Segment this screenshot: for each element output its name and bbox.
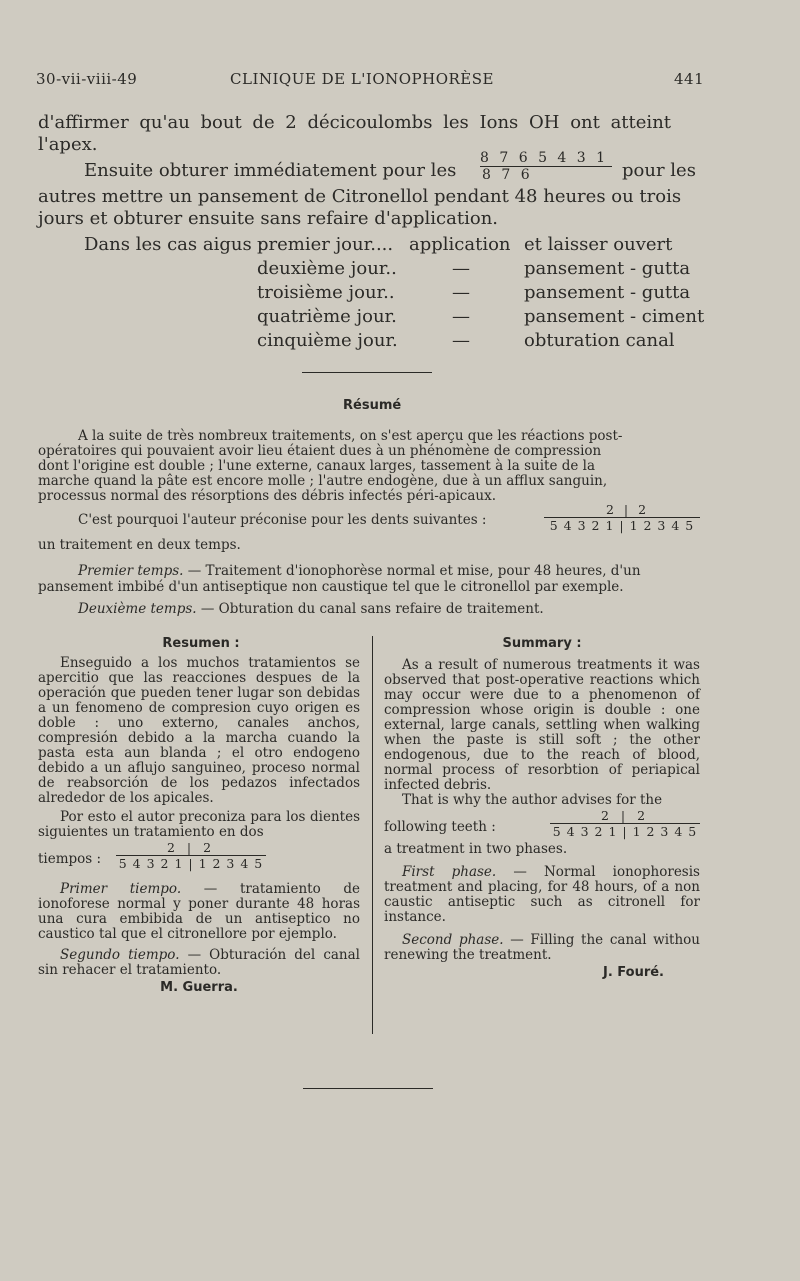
schedule-action: obturation canal [524, 330, 675, 351]
resumen-paragraph: Enseguido a los muchos tratamientos se apercitio que las reacciones despues de la operación que pueden tener lugar son debidas a un fenomeno de compresion cuyo origen es doble : uno externo, canales anchos, compresión debido a la marcha cuando la pasta esta aun blanda ; el otro endogeno debido a un aflujo sanguineo, proceso normal de reabsorción de los pedazos infectados alrededor de los apicales. [38, 655, 360, 806]
body-line-4: autres mettre un pansement de Citronellol pendant 48 heures ou trois [38, 186, 682, 207]
resumen-teeth-fraction [116, 840, 266, 871]
schedule-action: pansement - gutta [524, 258, 691, 279]
summary-paragraph: a treatment in two phases. [384, 841, 568, 857]
section-divider [302, 372, 432, 373]
phase-label: Premier temps. [78, 563, 184, 579]
schedule-action: et laisser ouvert [524, 234, 673, 255]
resume-phase-2 [78, 601, 544, 617]
summary-paragraph: That is why the author advises for the [402, 792, 663, 808]
resume-line: un traitement en deux temps. [38, 537, 241, 553]
resume-teeth-fraction [544, 502, 700, 533]
resumen-fraction-row [38, 840, 360, 874]
body-line-3a: Ensuite obturer immédiatement pour les [84, 160, 457, 181]
fraction-bottom: 5 4 3 2 1 | 1 2 3 4 5 [118, 856, 264, 871]
phase-text: — tratamiento de ionoforese normal y poner durante 48 horas una cura embibida de un antiseptico no caustico tal que el citronellore por ejemplo. [38, 881, 360, 942]
schedule-intro: Dans les cas aigus : [84, 234, 264, 255]
resume-line: C'est pourquoi l'auteur préconise pour les dents suivantes : [78, 512, 487, 528]
schedule-mid: — [452, 306, 470, 327]
body-line-1: d'affirmer qu'au bout de 2 décicoulombs les Ions OH ont atteint [38, 112, 672, 133]
phase-label: Deuxième temps. [78, 601, 197, 617]
resumen-phase-1 [38, 882, 360, 942]
phase-label: Second phase. [402, 932, 504, 948]
resumen-tiempos: tiempos : [38, 851, 102, 867]
schedule-mid: — [452, 258, 470, 279]
fraction-top: 2 | 2 [606, 502, 650, 517]
phase-text: — Filling the canal withou renewing the treatment. [384, 932, 700, 963]
schedule-mid: — [452, 330, 470, 351]
phase-text: — Traitement d'ionophorèse normal et mise, pour 48 heures, d'un [183, 563, 641, 579]
schedule-mid: — [452, 282, 470, 303]
fraction-teeth-1 [480, 150, 612, 183]
resumen-phase-2 [38, 948, 360, 978]
running-header-date: 30-vii-viii-49 [36, 70, 138, 88]
summary-column [384, 658, 700, 980]
fraction-top: 2 | 2 [600, 808, 650, 823]
schedule-day: deuxième jour.. [257, 258, 397, 279]
page-number: 441 [674, 70, 705, 88]
summary-phase-1 [384, 865, 700, 925]
fraction-top: 8 7 6 5 4 3 1 [480, 150, 609, 166]
resume-title: Résumé [343, 398, 402, 413]
fraction-bottom: 5 4 3 2 1 | 1 2 3 4 5 [552, 824, 698, 839]
phase-label: Segundo tiempo. [60, 947, 180, 963]
phase-text: — Obturación del canal sin rehacer el tratamiento. [38, 947, 360, 978]
resumen-title: Resumen : [162, 636, 240, 651]
body-line-5: jours et obturer ensuite sans refaire d'application. [38, 208, 499, 229]
phase-label: Primer tiempo. [60, 881, 182, 897]
summary-phase-2 [384, 933, 700, 963]
schedule-action: pansement - gutta [524, 282, 691, 303]
resumen-paragraph: Por esto el autor preconiza para los dientes siguientes un tratamiento en dos [38, 809, 360, 840]
resume-line: marche quand la pâte est encore molle ; l'autre endogène, due à un afflux sanguin, [38, 473, 608, 489]
phase-text: — Obturation du canal sans refaire de traitement. [196, 601, 544, 617]
body-line-3b: pour les [622, 160, 696, 181]
fraction-bottom: 8 7 6 [482, 167, 533, 183]
resumen-column [38, 656, 360, 995]
summary-author: J. Fouré. [602, 965, 664, 980]
running-header-title: CLINIQUE DE L'IONOPHORÈSE [230, 70, 494, 88]
schedule-action: pansement - ciment [524, 306, 705, 327]
phase-text: — Normal ionophoresis treatment and placing, for 48 hours, of a non caustic antiseptic such as citronell for instance. [384, 864, 700, 925]
phase-label: First phase. [402, 864, 497, 880]
schedule-day: troisième jour.. [257, 282, 395, 303]
resume-phase-1 [78, 563, 641, 579]
schedule-day: cinquième jour. [257, 330, 398, 351]
summary-fraction-row [384, 808, 700, 842]
resume-line: A la suite de très nombreux traitements, on s'est aperçu que les réactions post- [78, 428, 623, 444]
column-divider [372, 636, 373, 1034]
summary-teeth-fraction [550, 808, 700, 839]
summary-paragraph: As a result of numerous treatments it was observed that post-operative reactions which may occur were due to a phenomenon of compression whose origin is double : one external, large canals, settling when walking when the paste is still soft ; the other endogenous, due to the reach of blood, normal process of resorbtion of periapical infected debris. [384, 657, 700, 793]
fraction-top: 2 | 2 [166, 840, 216, 855]
resume-line: opératoires qui pouvaient avoir lieu étaient dues à un phénomène de compression [38, 443, 602, 459]
schedule-day: premier jour.... [257, 234, 394, 255]
body-line-2: l'apex. [38, 134, 98, 155]
summary-title: Summary : [502, 636, 582, 651]
resume-line: processus normal des résorptions des débris infectés péri-apicaux. [38, 488, 496, 504]
schedule-mid: application [409, 234, 511, 255]
resume-line: pansement imbibé d'un antiseptique non caustique tel que le citronellol par exemple. [38, 579, 624, 595]
resumen-author: M. Guerra. [160, 980, 238, 995]
resume-line: dont l'origine est double ; l'une externe, canaux larges, tassement à la suite de la [38, 458, 596, 474]
end-divider [303, 1088, 433, 1089]
schedule-day: quatrième jour. [257, 306, 397, 327]
summary-following: following teeth : [384, 819, 496, 835]
fraction-bottom: 5 4 3 2 1 | 1 2 3 4 5 [549, 518, 695, 533]
